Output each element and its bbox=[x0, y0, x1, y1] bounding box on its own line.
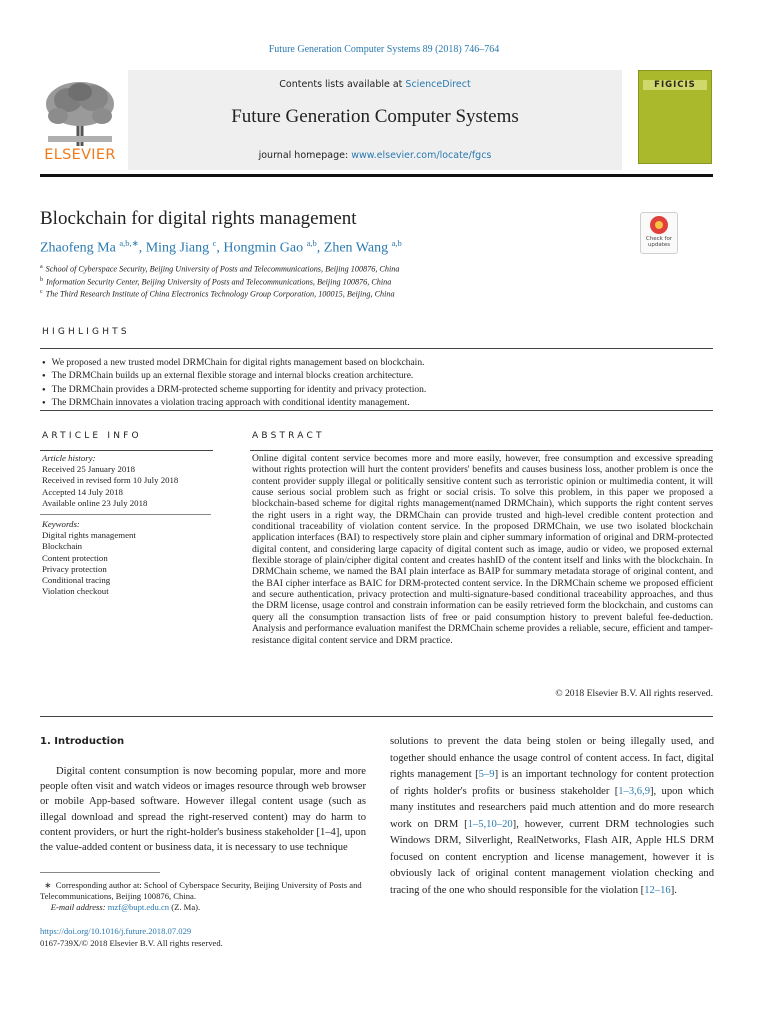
elsevier-logo bbox=[38, 78, 122, 164]
reference-link[interactable]: 1–5,10–20 bbox=[467, 818, 513, 830]
author-affiliation-marks[interactable]: c bbox=[212, 238, 217, 248]
article-info-rule bbox=[40, 450, 213, 451]
keyword-item: Content protection bbox=[42, 552, 108, 563]
journal-citation[interactable]: Future Generation Computer Systems 89 (2018) 746–764 bbox=[268, 44, 500, 55]
history-item: Available online 23 July 2018 bbox=[42, 497, 148, 508]
body-text: ], upon which many institutes and researchers paid much attention and do more research work on DRM [ bbox=[390, 785, 714, 830]
contents-available-line bbox=[128, 79, 622, 90]
doi-link[interactable]: https://doi.org/10.1016/j.future.2018.07.029 bbox=[40, 926, 192, 936]
footnote-corresponding bbox=[40, 880, 366, 902]
article-title: Blockchain for digital rights management bbox=[40, 208, 357, 229]
article-info-heading: ARTICLE INFO bbox=[42, 431, 142, 441]
introduction-paragraph-continued bbox=[390, 734, 714, 899]
highlights-heading: HIGHLIGHTS bbox=[42, 327, 130, 337]
highlight-item: ● The DRMChain innovates a violation tracing approach with conditional identity management. bbox=[42, 397, 426, 410]
affiliation-text: The Third Research Institute of China Electronics Technology Group Corporation, 100015, Beijing, China bbox=[45, 290, 395, 300]
affiliation-mark: c bbox=[40, 289, 43, 296]
body-text: ] is an important technology for content protection of rights holder's profits or business stakeholder [ bbox=[390, 769, 714, 797]
introduction-paragraph: Digital content consumption is now becoming popular, more and more people often visit and watch videos or images resource through web browser or mobile App-based software. However illegal content usage (such as illegal download and spread the right-reserved content) may do harm to content providers, or hurt the right-holder's business stakeholder [1–4], upon the value-added content or business data, it is necessary to use technique bbox=[40, 766, 366, 854]
journal-homepage-line bbox=[128, 150, 622, 161]
abstract-copyright: © 2018 Elsevier B.V. All rights reserved. bbox=[555, 688, 713, 699]
author-name-link[interactable]: Zhaofeng Ma bbox=[40, 240, 116, 256]
author-name-link[interactable]: Zhen Wang bbox=[323, 240, 389, 256]
journal-cover-thumbnail bbox=[638, 70, 712, 164]
email-link[interactable]: mzf@bupt.edu.cn bbox=[107, 902, 170, 912]
article-history-label: Article history: bbox=[42, 453, 96, 463]
footnote-rule bbox=[40, 872, 160, 873]
reference-link[interactable]: 5–9 bbox=[478, 769, 495, 780]
highlight-item: ● The DRMChain builds up an external flexible storage and internal blocks creation architecture. bbox=[42, 370, 426, 383]
abstract-heading: ABSTRACT bbox=[252, 431, 325, 441]
contents-prefix: Contents lists available at bbox=[279, 79, 406, 90]
highlights-rule bbox=[40, 348, 713, 349]
cover-title: FIGICIS bbox=[643, 80, 707, 90]
keywords-label: Keywords: bbox=[42, 519, 80, 530]
affiliation-list bbox=[40, 262, 399, 300]
article-info-divider bbox=[40, 514, 211, 515]
affiliation-text: Information Security Center, Beijing University of Posts and Telecommunications, Beijing 100876, China bbox=[46, 277, 392, 287]
abstract-bottom-rule bbox=[40, 716, 713, 717]
corresponding-author-footnote bbox=[40, 880, 366, 913]
author-affiliation-marks[interactable]: a,b bbox=[306, 238, 317, 248]
issn-line: 0167-739X/© 2018 Elsevier B.V. All rights reserved. bbox=[40, 938, 223, 948]
elsevier-tree-icon bbox=[38, 78, 122, 146]
affiliation-item bbox=[40, 275, 399, 288]
affiliation-item bbox=[40, 287, 399, 300]
footnote-email-line bbox=[40, 902, 366, 913]
author-affiliation-marks[interactable]: a,b bbox=[391, 238, 402, 248]
highlights-list bbox=[42, 357, 426, 411]
article-info-block bbox=[42, 453, 214, 597]
author-list: Zhaofeng Ma $^{a,b,∗}$, Ming Jiang $^c$, Hongmin Gao $^{a,b}$, Zhen Wang $^{a,b}$ bbox=[40, 238, 402, 256]
history-item: Received 25 January 2018 bbox=[42, 464, 136, 475]
affiliation-mark: b bbox=[40, 276, 43, 283]
email-label: E-mail address: bbox=[50, 902, 106, 912]
keyword-item: Conditional tracing bbox=[42, 575, 111, 586]
author-name-link[interactable]: Hongmin Gao bbox=[223, 240, 304, 256]
sciencedirect-link[interactable]: ScienceDirect bbox=[405, 79, 471, 90]
history-item: Received in revised form 10 July 2018 bbox=[42, 475, 179, 486]
body-text: solutions to prevent the data being stolen or being illegally used, and together should enhance the usage control of content access. In fact, digital rights management [ bbox=[390, 736, 714, 780]
reference-link[interactable]: 1–3,6,9 bbox=[618, 785, 651, 797]
homepage-prefix: journal homepage: bbox=[258, 150, 352, 161]
author-affiliation-marks[interactable]: a,b, bbox=[119, 238, 132, 248]
journal-name: Future Generation Computer Systems bbox=[231, 106, 519, 127]
corresponding-author-mark[interactable]: ∗ bbox=[131, 238, 139, 248]
abstract-text: Online digital content service becomes more and more easily, however, free consumption and excessive spreading without rights protection will hurt the content providers' benefits and causes business loss, another problem is once the content provider supply illegal or politically sensitive content such as terroristic opinion or multimedia content, it will cause serious social problem such as fright or social crisis. To solve this problem, in this paper we proposed a blockchain-based scheme for digital rights management(named DRMChain), which supports the right content serves the right users in a right way, the DRMChain can provide trusted and high-level credible content protection and conditional traceability of violation content service. In the proposed DRMChain, we use two isolated blockchain application interfaces (BAI) to respectively store plain and cipher summary information of original and DRM-protected digital content, and considering large capacity of digital content such as image, audio or video, we proposed external flexible storage of plain/cipher digital content and creates hashID of the content itself and links with the blockchain. In DRMChain scheme, we named the BAI plain interface as BAIP for summary metadata storage of original content, and the BAI cipher interface as BAIC for DRM-protected content service. In the DRMChain scheme we proposed efficient and secure authentication, privacy protection and multi-signature-based conditional traceability approaches, and thus the DRM license, usage control and constrain information can be easily retrieved form the blockchain, and customs can query all the consumption transaction lists of free or paid consumption history to prevent baleful fee-deduction. Analysis and performance evaluation manifest the DRMChain scheme provides a reliable, secure, efficient and tamper-resistance digital content service and DRM practice. bbox=[252, 453, 713, 646]
keyword-item: Blockchain bbox=[42, 541, 83, 552]
journal-header-band bbox=[128, 70, 622, 170]
keyword-item: Privacy protection bbox=[42, 563, 107, 574]
update-check-icon bbox=[650, 216, 668, 234]
reference-link[interactable]: 12–16 bbox=[644, 884, 671, 896]
email-suffix: (Z. Ma). bbox=[171, 902, 201, 912]
check-for-updates-badge[interactable] bbox=[640, 212, 678, 254]
badge-label: Check for updates bbox=[645, 236, 673, 248]
body-text: ]. bbox=[670, 884, 677, 896]
abstract-rule bbox=[250, 450, 713, 451]
elsevier-wordmark: ELSEVIER bbox=[44, 147, 116, 163]
affiliation-text: School of Cyberspace Security, Beijing University of Posts and Telecommunications, Beijing 100876, China bbox=[45, 264, 400, 274]
footnote-star: ∗ bbox=[44, 880, 52, 890]
highlights-bottom-rule bbox=[40, 410, 713, 411]
body-text: ], however, current DRM technologies such Windows DRM, Silverlight, RealNetworks, Flash AIR, Apple HLS DRM focused on content encryption and license management, however it is obviously lack of original content management violation checking and tracing of the one who should responsible for the violation [ bbox=[390, 818, 714, 896]
highlight-item: ● The DRMChain provides a DRM-protected scheme supporting for identity and privacy protection. bbox=[42, 384, 426, 397]
keyword-item: Digital rights management bbox=[42, 530, 136, 541]
journal-homepage-link[interactable]: www.elsevier.com/locate/fgcs bbox=[351, 150, 492, 161]
affiliation-mark: a bbox=[40, 264, 43, 270]
header-rule bbox=[40, 174, 713, 177]
section-heading-introduction: 1. Introduction bbox=[40, 736, 125, 747]
history-item: Accepted 14 July 2018 bbox=[42, 486, 123, 497]
footnote-corresponding-text: Corresponding author at: School of Cyberspace Security, Beijing University of Posts and Telecommunications, Beijing 100876, China. bbox=[40, 880, 362, 901]
highlight-item: ● We proposed a new trusted model DRMChain for digital rights management based on blockchain. bbox=[42, 357, 426, 370]
affiliation-item bbox=[40, 262, 399, 275]
author-name-link[interactable]: Ming Jiang bbox=[145, 240, 210, 256]
keyword-item: Violation checkout bbox=[42, 586, 109, 597]
